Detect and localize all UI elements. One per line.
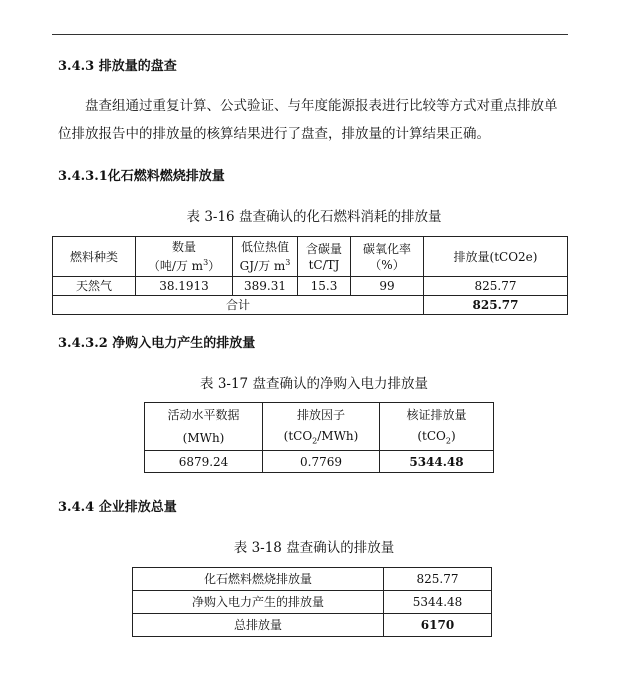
section-3-4-3-1-title: 3.4.3.1化石燃料燃烧排放量 (58, 169, 225, 184)
header-rule (52, 34, 568, 35)
table-3-16-caption: 表 3-16 盘查确认的化石燃料消耗的排放量 (186, 209, 442, 225)
cell-activity-data: 6879.24 (145, 451, 263, 473)
header-activity-data: 活动水平数据 (145, 403, 263, 427)
table-header-row (53, 237, 568, 277)
row-value-total: 6170 (384, 614, 492, 637)
section-3-4-4-title: 3.4.4 企业排放总量 (58, 500, 177, 515)
table-row (133, 568, 492, 591)
table-header-row (145, 403, 494, 427)
header-fuel-type: 燃料种类 (53, 237, 136, 277)
cell-verified-emissions: 5344.48 (380, 451, 494, 473)
section-3-4-3-2-title: 3.4.3.2 净购入电力产生的排放量 (58, 336, 256, 351)
row-value-fossil-fuel: 825.77 (384, 568, 492, 591)
row-label-fossil-fuel: 化石燃料燃烧排放量 (133, 568, 384, 591)
unit-activity-data: (MWh) (145, 427, 263, 451)
paragraph-line-2: 位排放报告中的排放量的核算结果进行了盘查，排放量的计算结果正确。 (58, 126, 490, 142)
header-heating-value: 低位热值 GJ/万 $m^3$ (233, 237, 298, 277)
total-value: 825.77 (424, 296, 568, 315)
paragraph-line-1: 盘查组通过重复计算、公式验证、与年度能源报表进行比较等方式对重点排放单 (85, 98, 558, 114)
cell-emissions: 825.77 (424, 277, 568, 296)
total-label: 合计 (53, 296, 424, 315)
cell-quantity: 38.1913 (136, 277, 233, 296)
table-3-18 (132, 567, 492, 637)
table-row (53, 277, 568, 296)
table-row (133, 591, 492, 614)
header-carbon-content: 含碳量 tC/TJ (298, 237, 351, 277)
table-total-row (53, 296, 568, 315)
table-row (145, 451, 494, 473)
header-quantity: 数量 （吨/万 $m^3$） (136, 237, 233, 277)
header-emission-factor: 排放因子 (263, 403, 380, 427)
table-3-17-caption: 表 3-17 盘查确认的净购入电力排放量 (200, 376, 428, 392)
row-label-electricity: 净购入电力产生的排放量 (133, 591, 384, 614)
table-row (133, 614, 492, 637)
cell-heating-value: 389.31 (233, 277, 298, 296)
table-3-17 (144, 402, 494, 473)
table-3-16 (52, 236, 568, 315)
row-value-electricity: 5344.48 (384, 591, 492, 614)
cell-carbon-content: 15.3 (298, 277, 351, 296)
header-oxidation-rate: 碳氧化率 （%） (351, 237, 424, 277)
row-label-total: 总排放量 (133, 614, 384, 637)
cell-fuel: 天然气 (53, 277, 136, 296)
table-header-unit-row (145, 427, 494, 451)
unit-verified-emissions: (tCO$_2$) (380, 427, 494, 451)
header-emissions: 排放量(tCO2e) (424, 237, 568, 277)
cell-oxidation-rate: 99 (351, 277, 424, 296)
unit-emission-factor: (tCO$_2$/MWh) (263, 427, 380, 451)
cell-emission-factor: 0.7769 (263, 451, 380, 473)
section-3-4-3-title: 3.4.3 排放量的盘查 (58, 59, 177, 74)
header-verified-emissions: 核证排放量 (380, 403, 494, 427)
table-3-18-caption: 表 3-18 盘查确认的排放量 (233, 540, 395, 556)
